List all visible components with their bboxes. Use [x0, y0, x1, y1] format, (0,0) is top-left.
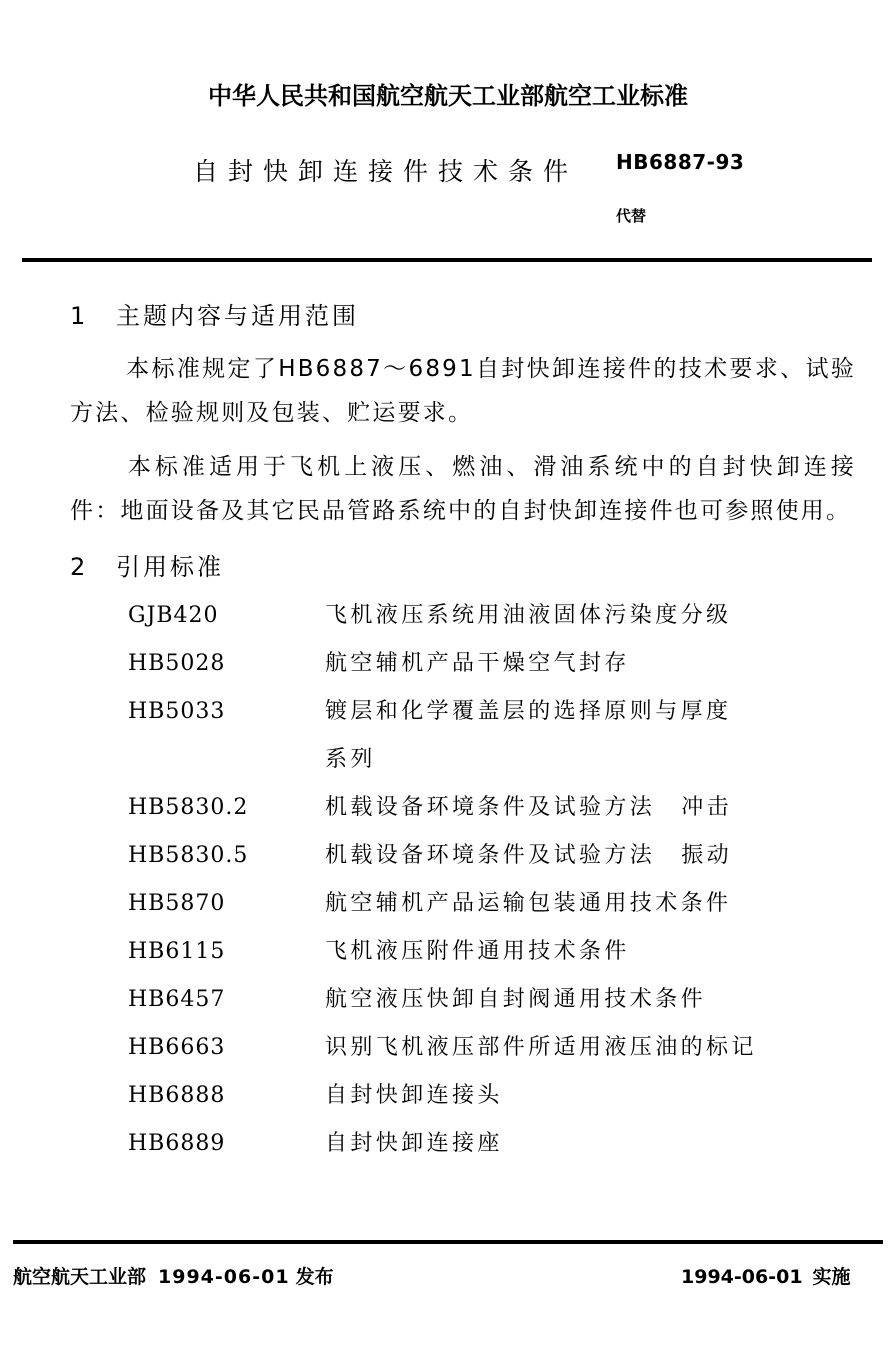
reference-description-tail: 振动 [681, 843, 733, 868]
reference-description [325, 1030, 896, 1061]
referenced-standards-list [0, 598, 896, 1174]
reference-code: HB6888 [128, 1083, 226, 1108]
reference-description-tail: 冲击 [681, 795, 733, 820]
reference-code: HB5033 [128, 699, 226, 724]
reference-description-text: 自封快卸连接座 [325, 1131, 503, 1156]
footer-divider-rule [13, 1240, 883, 1244]
reference-row [0, 646, 896, 694]
reference-description [325, 694, 896, 725]
reference-description-text: 识别飞机液压部件所适用液压油的标记 [325, 1035, 757, 1060]
reference-description-text: 航空辅机产品干燥空气封存 [325, 651, 630, 676]
reference-code: HB6115 [128, 939, 226, 964]
section-1-number: 1 [70, 302, 86, 330]
reference-description-text: 机载设备环境条件及试验方法 [325, 843, 656, 868]
reference-row [0, 598, 896, 646]
reference-code: HB5870 [128, 891, 226, 916]
reference-description-text: 机载设备环境条件及试验方法 [325, 795, 656, 820]
footer-issuance [13, 1262, 334, 1289]
footer-issue-verb: 发布 [295, 1266, 334, 1288]
reference-description-text: 自封快卸连接头 [325, 1083, 503, 1108]
standard-number: HB6887-93 [616, 150, 745, 174]
reference-description [325, 1126, 896, 1157]
reference-row [0, 838, 896, 886]
reference-description [325, 838, 896, 869]
footer-issue-date: 1994-06-01 [158, 1266, 290, 1288]
reference-row [0, 1078, 896, 1126]
spacer [0, 588, 896, 598]
footer-issuer: 航空航天工业部 [13, 1266, 147, 1288]
spacer [0, 435, 896, 445]
reference-row [0, 790, 896, 838]
section-2-title: 引用标准 [116, 553, 224, 581]
reference-continuation-row [0, 742, 896, 790]
reference-description-text: 航空液压快卸自封阀通用技术条件 [325, 987, 707, 1012]
section-1-title: 主题内容与适用范围 [116, 302, 359, 330]
reference-row [0, 1126, 896, 1174]
replaces-label: 代替 [616, 207, 647, 225]
section-2-number: 2 [70, 553, 86, 581]
reference-description [325, 598, 896, 629]
reference-description [325, 790, 896, 821]
reference-description-text: 镀层和化学覆盖层的选择原则与厚度 [325, 699, 732, 724]
spacer [0, 337, 896, 347]
reference-description [325, 982, 896, 1013]
footer-effective [681, 1262, 851, 1289]
ministry-title: 中华人民共和国航空航天工业部航空工业标准 [208, 82, 688, 110]
reference-description-text: 航空辅机产品运输包装通用技术条件 [325, 891, 732, 916]
paragraph-text: 本标准规定了HB6887～6891自封快卸连接件的技术要求、试验方法、检验规则及包装、贮运要求。 [70, 356, 856, 426]
document-title: 自封快卸连接件技术条件 [193, 157, 579, 186]
reference-code: GJB420 [128, 603, 219, 628]
paragraph-text: 本标准适用于飞机上液压、燃油、滑油系统中的自封快卸连接件：地面设备及其它民品管路系统中的自封快卸连接件也可参照使用。 [70, 454, 856, 524]
section-1-paragraph-2 [0, 445, 896, 533]
document-body [0, 296, 896, 1174]
reference-description [325, 934, 896, 965]
section-2-heading [0, 547, 896, 582]
footer-effective-date: 1994-06-01 [681, 1266, 803, 1288]
header-divider-rule [22, 258, 872, 262]
reference-description-text: 飞机液压附件通用技术条件 [325, 939, 630, 964]
reference-row [0, 982, 896, 1030]
reference-description [325, 646, 896, 677]
reference-description [325, 1078, 896, 1109]
reference-description [325, 886, 896, 917]
spacer [0, 533, 896, 547]
reference-code: HB5830.5 [128, 843, 249, 868]
reference-code-spacer [128, 742, 325, 790]
reference-row [0, 1030, 896, 1078]
section-1-heading [0, 296, 896, 331]
reference-description-continuation: 系列 [325, 747, 376, 772]
reference-code: HB5830.2 [128, 795, 249, 820]
section-1-paragraph-1 [0, 347, 896, 435]
reference-row [0, 694, 896, 742]
reference-description-text: 飞机液压系统用油液固体污染度分级 [325, 603, 732, 628]
reference-row [0, 886, 896, 934]
reference-row [0, 934, 896, 982]
footer-effective-verb: 实施 [812, 1266, 851, 1288]
reference-code: HB5028 [128, 651, 226, 676]
reference-code: HB6889 [128, 1131, 226, 1156]
reference-code: HB6457 [128, 987, 226, 1012]
reference-code: HB6663 [128, 1035, 226, 1060]
